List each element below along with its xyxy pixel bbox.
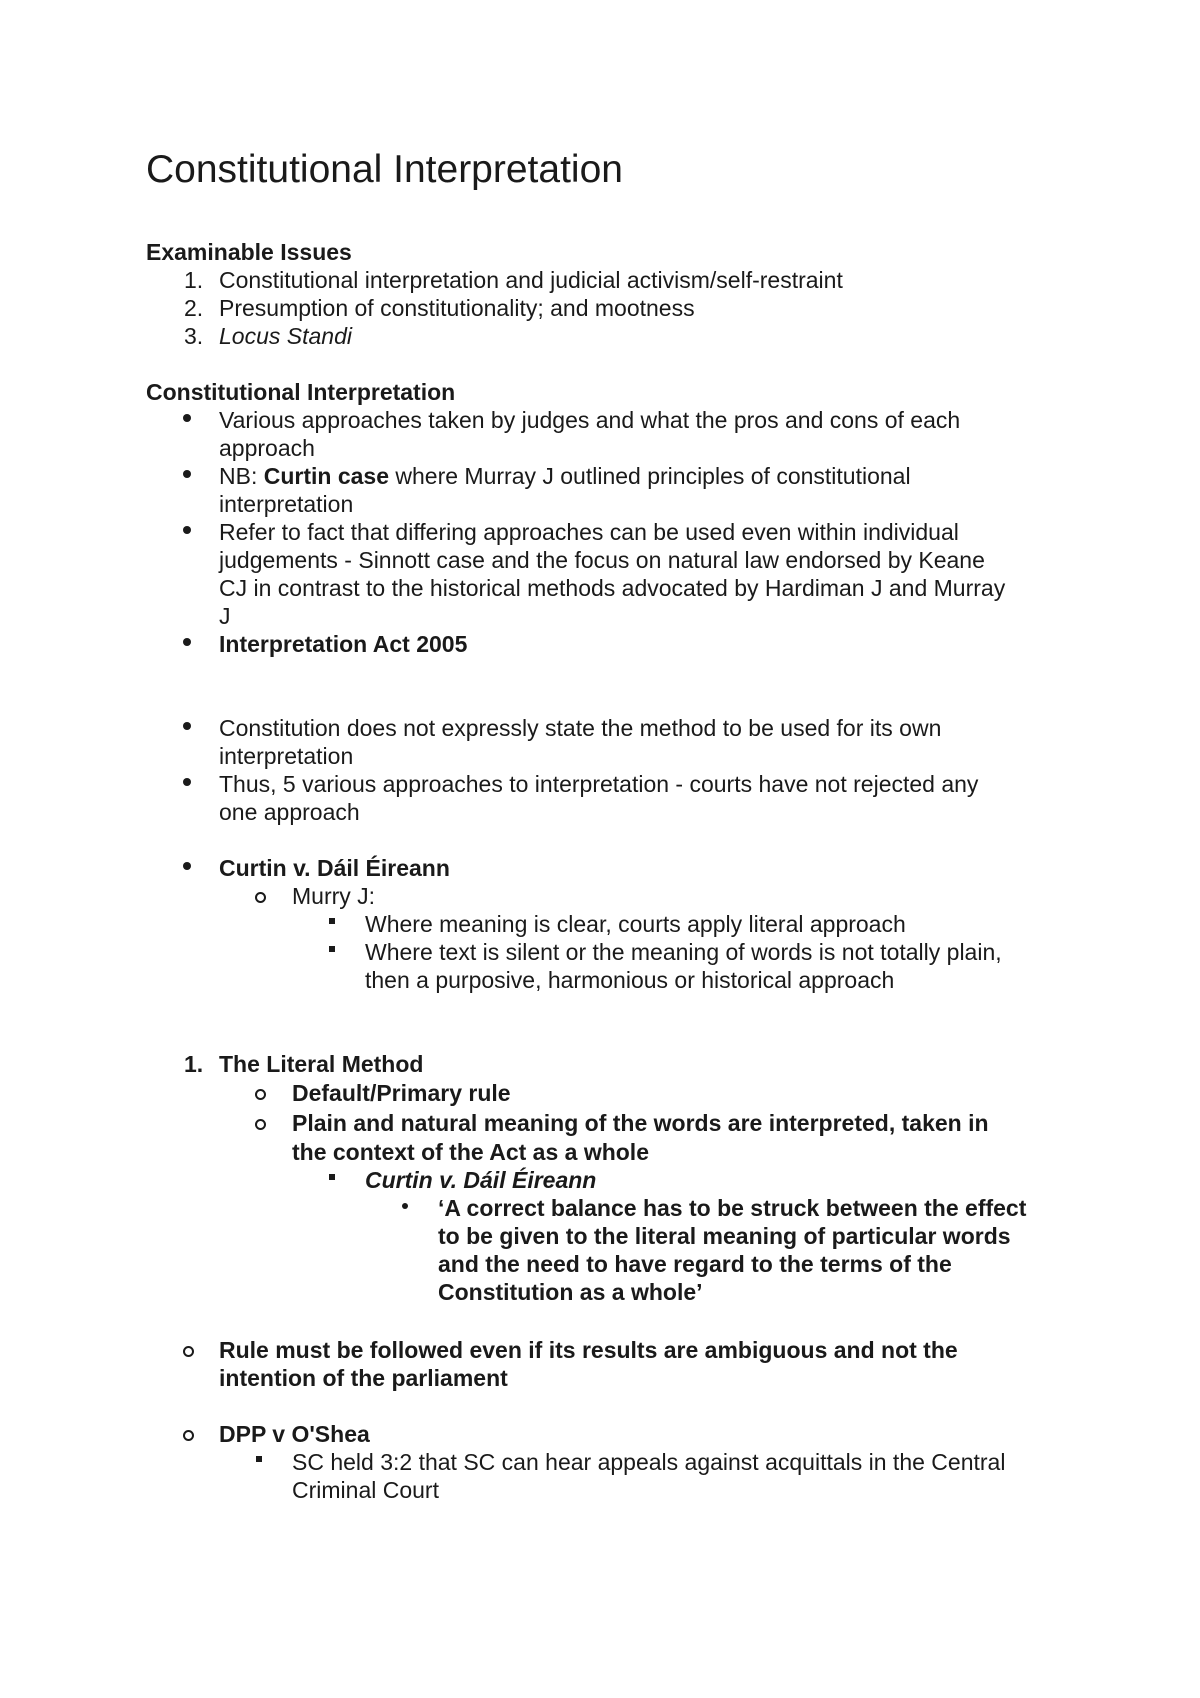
quote-text: ‘A correct balance has to be struck between the effect xyxy=(438,1195,1027,1221)
bullet-text: Various approaches taken by judges and what the pros and cons of each xyxy=(219,407,961,433)
rule-text: Rule must be followed even if its results are ambiguous and not the xyxy=(219,1337,958,1363)
case-heading: DPP v O'Shea xyxy=(219,1421,370,1447)
square-bullet-icon xyxy=(329,946,335,952)
bullet-text-rest: where Murray J outlined principles of constitutional xyxy=(389,463,911,489)
bullet-text xyxy=(219,462,911,490)
bullet-text-prefix: NB: xyxy=(219,463,264,489)
bullet-text: interpretation xyxy=(219,743,354,769)
list-item: Locus Standi xyxy=(219,323,352,349)
bullet-text: one approach xyxy=(219,799,360,825)
sub-sub-bullet-text: Where meaning is clear, courts apply literal approach xyxy=(365,911,906,937)
bullet-icon xyxy=(183,470,191,478)
bullet-icon xyxy=(402,1203,408,1209)
bullet-text: judgements - Sinnott case and the focus on natural law endorsed by Keane xyxy=(219,547,985,573)
sub-bullet-text: Murry J: xyxy=(292,883,376,909)
list-number: 3. xyxy=(184,323,204,349)
bullet-text: J xyxy=(219,603,231,629)
list-item: Presumption of constitutionality; and mootness xyxy=(219,295,695,321)
sub-bullet-text: Default/Primary rule xyxy=(292,1080,511,1106)
sub-bullet-text: Plain and natural meaning of the words are interpreted, taken in xyxy=(292,1110,989,1136)
examinable-issues-heading: Examinable Issues xyxy=(146,239,352,265)
sub-sub-bullet-text: then a purposive, harmonious or historical approach xyxy=(365,967,895,993)
sub-bullet-text: SC held 3:2 that SC can hear appeals against acquittals in the Central xyxy=(292,1449,1006,1475)
bullet-icon xyxy=(183,722,191,730)
sub-bullet-text: Criminal Court xyxy=(292,1477,439,1503)
bullet-text: approach xyxy=(219,435,315,461)
circle-bullet-icon xyxy=(255,1119,266,1130)
bullet-icon xyxy=(183,526,191,534)
quote-text: and the need to have regard to the terms of the xyxy=(438,1251,952,1277)
section-heading: Constitutional Interpretation xyxy=(146,379,456,405)
curtin-case-label: Curtin case xyxy=(263,463,389,489)
bullet-text: Refer to fact that differing approaches can be used even within individual xyxy=(219,519,959,545)
list-number: 1. xyxy=(184,267,204,293)
bullet-text: interpretation xyxy=(219,491,354,517)
document-title: Constitutional Interpretation xyxy=(146,148,623,191)
quote-text: Constitution as a whole’ xyxy=(438,1279,703,1305)
rule-text: intention of the parliament xyxy=(219,1365,508,1391)
circle-bullet-icon xyxy=(255,892,266,903)
list-item: Constitutional interpretation and judicial activism/self-restraint xyxy=(219,267,843,293)
quote-text: to be given to the literal meaning of particular words xyxy=(438,1223,1011,1249)
list-number: 1. xyxy=(184,1051,204,1077)
case-heading: Curtin v. Dáil Éireann xyxy=(219,855,450,881)
bullet-icon xyxy=(183,414,191,422)
bullet-icon xyxy=(183,862,191,870)
bullet-icon xyxy=(183,778,191,786)
literal-method-heading: The Literal Method xyxy=(219,1051,424,1077)
sub-bullet-text: the context of the Act as a whole xyxy=(292,1139,649,1165)
bullet-text: Interpretation Act 2005 xyxy=(219,631,468,657)
bullet-text: Constitution does not expressly state the method to be used for its own xyxy=(219,715,942,741)
list-number: 2. xyxy=(184,295,204,321)
bullet-text: Thus, 5 various approaches to interpretation - courts have not rejected any xyxy=(219,771,979,797)
sub-sub-bullet-text: Where text is silent or the meaning of words is not totally plain, xyxy=(365,939,1002,965)
square-bullet-icon xyxy=(329,918,335,924)
case-citation: Curtin v. Dáil Éireann xyxy=(365,1167,597,1193)
square-bullet-icon xyxy=(256,1456,262,1462)
bullet-text: CJ in contrast to the historical methods advocated by Hardiman J and Murray xyxy=(219,575,1006,601)
circle-bullet-icon xyxy=(183,1346,194,1357)
bullet-icon xyxy=(183,638,191,646)
square-bullet-icon xyxy=(329,1174,335,1180)
circle-bullet-icon xyxy=(255,1089,266,1100)
circle-bullet-icon xyxy=(183,1430,194,1441)
